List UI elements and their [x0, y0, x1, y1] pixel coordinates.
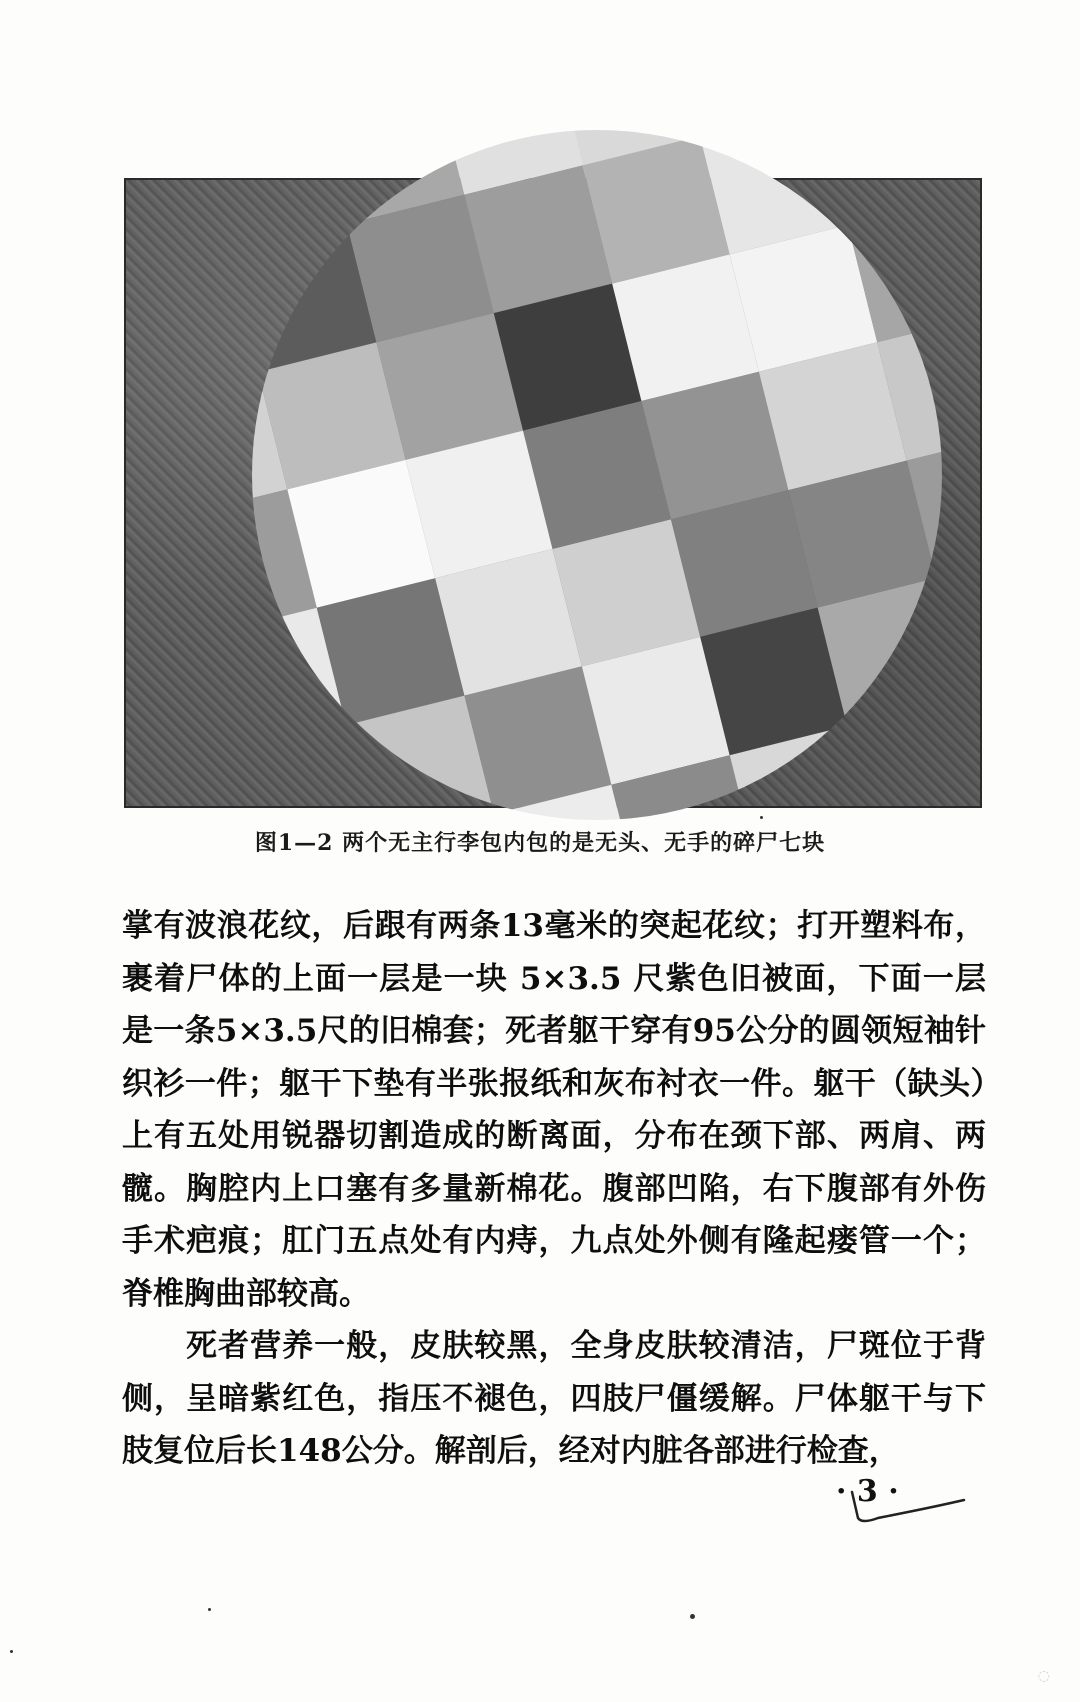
paragraph: 死者营养一般，皮肤较黑，全身皮肤较清洁，尸斑位于背侧，呈暗紫红色，指压不褪色，四肢尸僵缓解。尸体躯干与下肢复位后长148公分。解剖后，经对内脏各部进行检查，	[122, 1328, 986, 1469]
scan-speck	[10, 1650, 13, 1653]
pen-stroke-mark	[848, 1488, 968, 1528]
scan-speck	[760, 816, 763, 819]
figure-caption: 图1—2 两个无主行李包内包的是无头、无手的碎尸七块	[254, 830, 826, 856]
mosaic-grid	[252, 130, 942, 820]
body-text	[122, 900, 986, 1478]
paragraph: 掌有波浪花纹，后跟有两条13毫米的突起花纹；打开塑料布，裹着尸体的上面一层是一块 5×3.5 尺紫色旧被面，下面一层是一条5×3.5尺的旧棉套；死者躯干穿有95公分的圆领短袖针织衫一件；躯干下垫有半张报纸和灰布衬衣一件。躯干（缺头）上有五处用锐器切割造成的断离面，分布在颈下部、两肩、两髋。胸腔内上口塞有多量新棉花。腹部凹陷，右下腹部有外伤手术疤痕；肛门五点处有内痔，九点处外侧有隆起瘘管一个；脊椎胸曲部较高。	[122, 908, 986, 1312]
censor-mosaic	[252, 130, 942, 820]
watermark: ◌	[1037, 1668, 1050, 1684]
scan-speck	[208, 1608, 211, 1611]
page-number: · 3 ·	[836, 1474, 899, 1509]
scan-speck	[690, 1614, 695, 1619]
